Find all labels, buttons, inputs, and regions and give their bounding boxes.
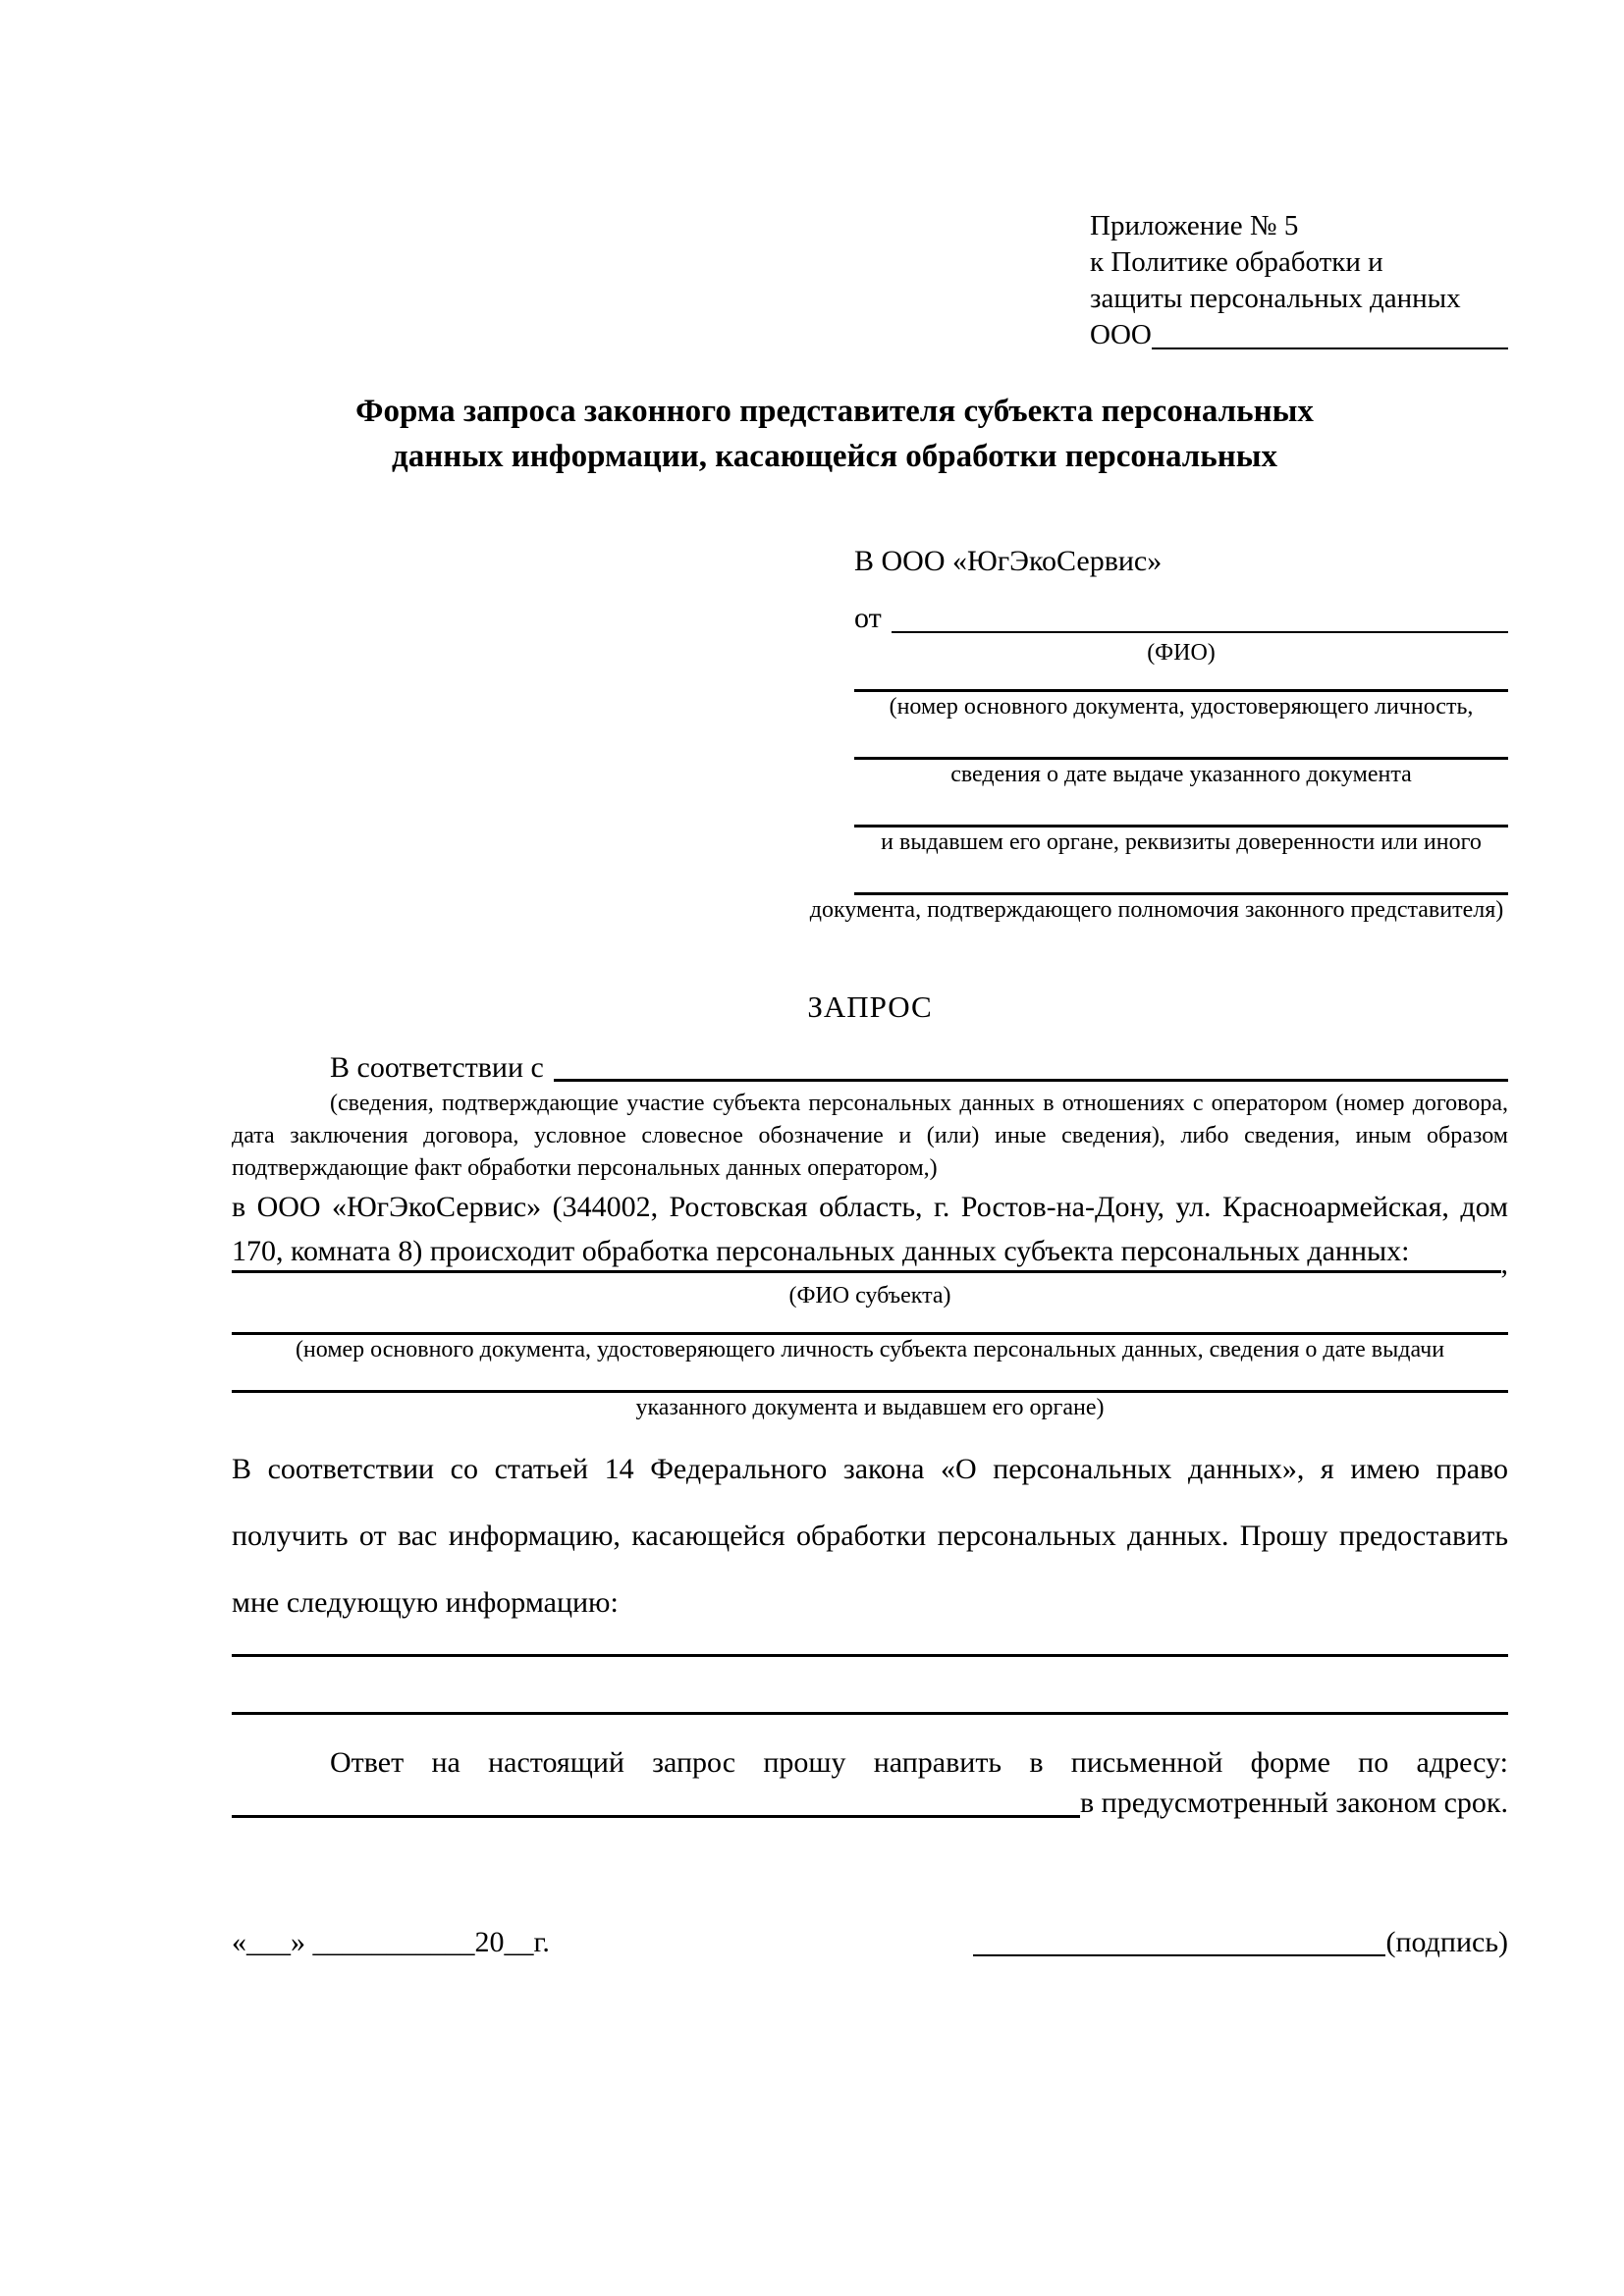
issue-date-caption: сведения о дате выдаче указанного документа — [950, 762, 1412, 787]
relation-details-blank[interactable] — [554, 1079, 1508, 1082]
document-title — [141, 389, 1528, 479]
fio-caption: (ФИО) — [1147, 640, 1216, 666]
appendix-note — [1090, 208, 1508, 353]
subject-document-blank-2[interactable] — [232, 1368, 1508, 1393]
document-number-caption: (номер основного документа, удостоверяющего личность, — [889, 694, 1474, 720]
accordance-caption: (сведения, подтверждающие участие субъекта персональных данных в отношениях с оператором (номер договора, дата заключения договора, условное словесное обозначение и (или) иные сведения), либо сведения, иным образом подтверждающие факт обработки персональных данных оператором,) — [232, 1091, 1508, 1181]
authority-document-blank[interactable] — [854, 871, 1508, 895]
subject-name-blank[interactable] — [232, 1270, 1501, 1273]
addressee-block — [809, 542, 1508, 925]
subject-document-caption-2: указанного документа и выдавшем его органе) — [635, 1395, 1105, 1420]
appendix-line-1: Приложение № 5 — [1090, 210, 1299, 241]
from-label: от — [854, 602, 882, 634]
date-line[interactable]: «___» ___________20__г. — [232, 1926, 550, 1958]
info-blank-line-2[interactable] — [232, 1690, 1508, 1715]
address-blank[interactable] — [232, 1815, 1080, 1818]
request-heading: ЗАПРОС — [807, 989, 933, 1024]
signature-caption: (подпись) — [1385, 1926, 1508, 1958]
representative-name-blank[interactable] — [892, 631, 1508, 633]
answer-tail-text: в предусмотренный законом срок. — [1080, 1787, 1508, 1819]
signature-blank[interactable] — [973, 1954, 1385, 1956]
issuing-authority-blank[interactable] — [854, 803, 1508, 828]
authority-document-caption: документа, подтверждающего полномочия законного представителя) — [809, 897, 1504, 923]
law-paragraph: В соответствии со статьей 14 Федерального закона «О персональных данных», я имею право получить от вас информацию, касающейся обработки персональных данных. Прошу предоставить мне следующую информацию: — [232, 1453, 1508, 1619]
issue-date-blank[interactable] — [854, 735, 1508, 760]
appendix-line-2: к Политике обработки и — [1090, 246, 1383, 278]
company-name-blank[interactable] — [1152, 347, 1508, 349]
comma-char: , — [1500, 1248, 1508, 1280]
issuing-authority-caption: и выдавшем его органе, реквизиты доверенности или иного — [881, 829, 1482, 855]
addressee-to: В ООО «ЮгЭкоСервис» — [854, 545, 1163, 577]
appendix-line-3: защиты персональных данных — [1090, 283, 1461, 314]
subject-document-caption: (номер основного документа, удостоверяющего личность субъекта персональных данных, сведения о дате выдачи — [295, 1337, 1445, 1362]
answer-paragraph: Ответ на настоящий запрос прошу направить в письменной форме по адресу: — [330, 1746, 1508, 1779]
title-line-2: данных информации, касающейся обработки персональных — [392, 439, 1277, 474]
subject-document-blank[interactable] — [232, 1310, 1508, 1335]
company-ooo-label: ООО — [1090, 319, 1152, 350]
operator-paragraph: в ООО «ЮгЭкоСервис» (344002, Ростовская область, г. Ростов-на-Дону, ул. Красноармейская, дом 170, комната 8) происходит обработка персональных данных субъекта персональных данных: — [232, 1191, 1508, 1267]
accordance-label: В соответствии с — [330, 1051, 544, 1084]
document-number-blank[interactable] — [854, 667, 1508, 692]
subject-fio-caption: (ФИО субъекта) — [788, 1283, 951, 1308]
info-blank-line-1[interactable] — [232, 1636, 1508, 1657]
title-line-1: Форма запроса законного представителя субъекта персональных — [355, 394, 1314, 429]
